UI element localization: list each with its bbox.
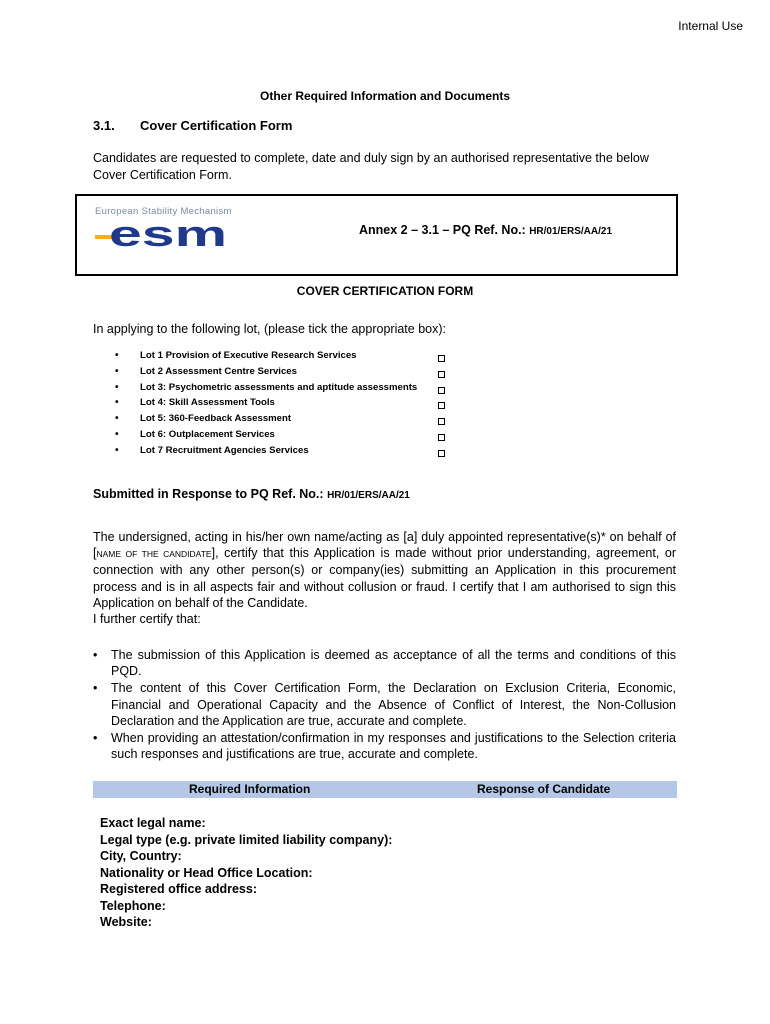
lot-label: Lot 6: Outplacement Services bbox=[140, 428, 275, 440]
required-field-label: Website: bbox=[100, 915, 152, 929]
annex-ref-number: HR/01/ERS/AA/21 bbox=[529, 226, 613, 237]
annex-box bbox=[75, 194, 678, 276]
bullet-icon: • bbox=[93, 648, 98, 662]
response-header: Response of Candidate bbox=[477, 782, 611, 796]
subsection-number: 3.1. bbox=[93, 118, 115, 133]
lot-label: Lot 5: 360-Feedback Assessment bbox=[140, 413, 292, 425]
submitted-reference bbox=[93, 487, 410, 501]
lot-label: Lot 3: Psychometric assessments and aptitude assessments bbox=[140, 381, 418, 393]
form-title: COVER CERTIFICATION FORM bbox=[296, 284, 474, 298]
certification-item-text: The content of this Cover Certification Form, the Declaration on Exclusion Criteria, Economic, Financial and Operational Capacity and the Absence of Conflict of Interest, the Non-Collusion Declaration and the Application are true, accurate and complete. bbox=[111, 681, 676, 728]
certification-paragraph bbox=[93, 529, 676, 627]
submitted-label: Submitted in Response to PQ Ref. No.: bbox=[93, 487, 324, 501]
annex-label: Annex 2 – 3.1 – PQ Ref. No.: bbox=[359, 223, 526, 237]
lot-checkbox[interactable] bbox=[438, 355, 445, 362]
annex-reference bbox=[359, 223, 612, 237]
lot-label: Lot 7 Recruitment Agencies Services bbox=[140, 444, 309, 456]
intro-paragraph: Candidates are requested to complete, date and duly sign by an authorised representative the below Cover Certification Form. bbox=[93, 151, 649, 182]
bullet-icon: • bbox=[115, 381, 119, 393]
certification-item bbox=[93, 730, 676, 762]
logo-wordmark: esm bbox=[109, 217, 227, 251]
required-field-label: Registered office address: bbox=[100, 882, 257, 896]
classification-label: Internal Use bbox=[678, 19, 743, 33]
esm-logo-mark bbox=[95, 217, 235, 251]
logo-caption: European Stability Mechanism bbox=[95, 206, 232, 217]
certification-item bbox=[93, 647, 676, 679]
bullet-icon: • bbox=[115, 397, 119, 409]
lot-checkbox[interactable] bbox=[438, 450, 445, 457]
certification-items bbox=[93, 647, 676, 763]
lot-label: Lot 1 Provision of Executive Research Services bbox=[140, 350, 357, 361]
bullet-icon: • bbox=[115, 444, 119, 456]
bullet-icon: • bbox=[93, 731, 98, 746]
certification-item-text: When providing an attestation/confirmation in my responses and justifications to the Selection criteria such responses and justifications are true, accurate and complete. bbox=[111, 731, 676, 762]
lot-instruction: In applying to the following lot, (please tick the appropriate box): bbox=[93, 322, 446, 336]
bullet-icon: • bbox=[115, 365, 119, 377]
candidate-name-placeholder[interactable]: NAME OF THE CANDIDATE bbox=[96, 549, 212, 560]
lot-checkbox[interactable] bbox=[438, 434, 445, 441]
subsection-title: Cover Certification Form bbox=[140, 118, 293, 133]
lot-checkbox[interactable] bbox=[438, 418, 445, 425]
bullet-icon: • bbox=[115, 350, 119, 361]
required-field-label: Legal type (e.g. private limited liability company): bbox=[100, 832, 393, 847]
lot-label: Lot 2 Assessment Centre Services bbox=[140, 365, 297, 377]
required-field-label: Telephone: bbox=[100, 898, 166, 913]
lot-label: Lot 4: Skill Assessment Tools bbox=[140, 397, 275, 409]
lot-checkbox[interactable] bbox=[438, 387, 445, 394]
lot-checkbox[interactable] bbox=[438, 402, 445, 409]
esm-logo bbox=[95, 206, 245, 258]
certification-text-start: The undersigned, acting in his/her own name/acting as [a] duly appointed representative(s)* on behalf of [ bbox=[93, 530, 676, 561]
certification-item-text: The submission of this Application is deemed as acceptance of all the terms and conditions of this PQD. bbox=[111, 648, 676, 679]
lot-checkbox[interactable] bbox=[438, 371, 445, 378]
info-table-header bbox=[93, 781, 677, 798]
certification-item bbox=[93, 680, 676, 729]
bullet-icon: • bbox=[93, 681, 98, 696]
bullet-icon: • bbox=[115, 413, 119, 425]
required-field-label: City, Country: bbox=[100, 849, 182, 863]
certification-text-end: ], certify that this Application is made without prior understanding, agreement, or connection with any other person(s) or company(ies) submitting an Application in this procurement process and is in all aspects fair and without collusion or fraud. I certify that I am authorised to sign this Application on behalf of the Candidate. bbox=[93, 546, 676, 610]
required-field-label: Nationality or Head Office Location: bbox=[100, 865, 313, 880]
bullet-icon: • bbox=[115, 428, 119, 440]
further-certify-line: I further certify that: bbox=[93, 612, 201, 627]
required-field-label: Exact legal name: bbox=[100, 816, 206, 830]
submitted-ref-number: HR/01/ERS/AA/21 bbox=[327, 490, 410, 501]
required-info-header: Required Information bbox=[189, 782, 311, 796]
required-fields-list bbox=[100, 815, 392, 931]
section-heading: Other Required Information and Documents bbox=[259, 89, 511, 103]
